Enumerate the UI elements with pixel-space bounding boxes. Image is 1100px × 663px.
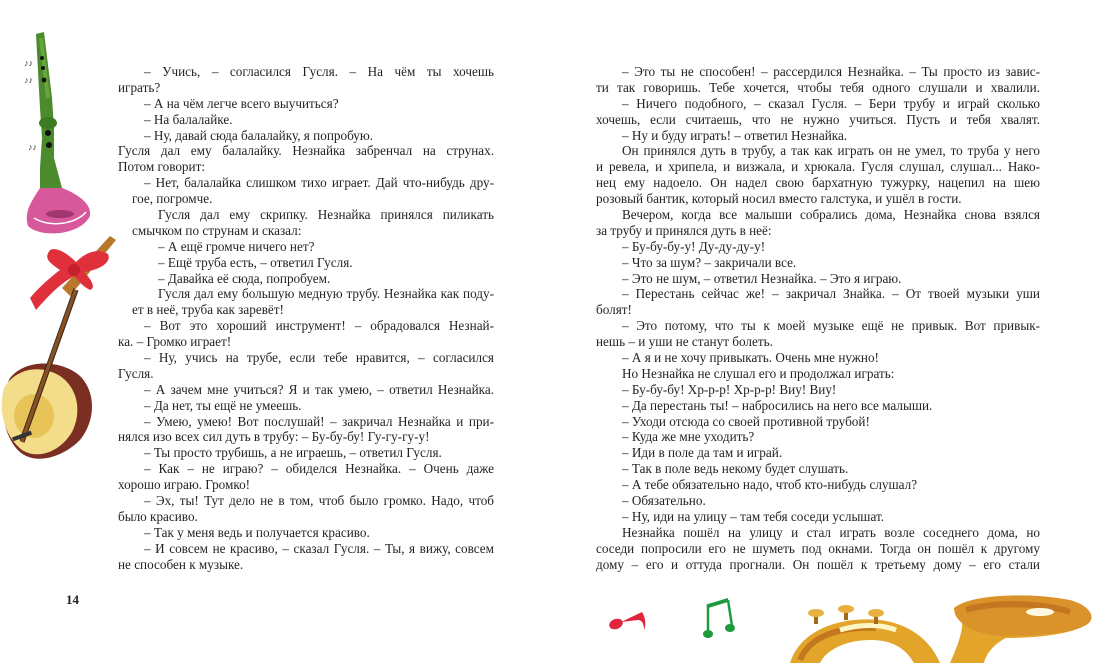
text-line: – Ну, иди на улицу – там тебя соседи услышат. (622, 508, 885, 524)
text-line: – Куда же мне уходить? (622, 429, 755, 445)
text-line: – Давайка её сюда, попробуем. (158, 270, 331, 286)
text-line: – Ничего подобного, – сказал Гусля. – Бери трубу и играй сколько (622, 95, 1040, 111)
text-line: соседи попросили его не шуметь под окнами. Тогда он пошёл к другому (596, 540, 1040, 556)
text-line: не способен к музыке. (118, 556, 244, 572)
text-line: ка. – Громко играет! (118, 334, 232, 350)
text-line: – А я и не хочу привыкать. Очень мне нужно! (622, 350, 879, 366)
text-line: ти так говоришь. Тебе хочется, чтобы тебя одного слушали и хвалили. (596, 79, 1040, 95)
text-line: Он принялся дуть в трубу, а так как играть он не умел, то труба у него (622, 143, 1040, 159)
text-line: – Ну и буду играть! – ответил Незнайка. (622, 127, 848, 143)
text-line: было красиво. (118, 508, 198, 524)
text-line: Гусля дал ему балалайку. Незнайка забренчал на струнах. (118, 143, 494, 159)
text-line: – А на чём легче всего выучиться? (144, 95, 339, 111)
text-line: – Уходи отсюда со своей противной трубой! (622, 413, 870, 429)
text-line: – И совсем не красиво, – сказал Гусля. – Ты, я вижу, совсем (144, 540, 494, 556)
text-line: – Обязательно. (622, 493, 706, 509)
svg-text:♪♪: ♪♪ (24, 75, 33, 85)
text-line: – Перестань сейчас же! – закричал Знайка. – От твоей музыки уши (622, 286, 1040, 302)
svg-text:♪♪: ♪♪ (28, 142, 37, 152)
text-line: Гусля дал ему скрипку. Незнайка принялся пиликать (158, 207, 494, 223)
left-text-column (118, 64, 494, 573)
text-line: – Это не шум, – ответил Незнайка. – Это я играю. (622, 270, 902, 286)
brass-horn-illustration (780, 580, 1100, 663)
text-line: – Вот это хороший инструмент! – обрадовался Незнай- (144, 318, 494, 334)
text-line: – Нет, балалайка слишком тихо играет. Дай что-нибудь дру- (144, 175, 494, 191)
text-line: нец ему надоело. Он надел свою бархатную тужурку, нацепил на шею (596, 175, 1040, 191)
text-line: – А зачем мне учиться? Я и так умею, – ответил Незнайка. (144, 381, 494, 397)
text-line: и ревела, и хрипела, и визжала, и хрюкала. Гусля слушал, слушал... Нако- (596, 159, 1040, 175)
text-line: – Ну, давай сюда балалайку, я попробую. (144, 127, 374, 143)
text-line: – Так у меня ведь и получается красиво. (144, 524, 370, 540)
text-line: Вечером, когда все малыши собрались дома, Незнайка снова взялся (622, 207, 1040, 223)
red-note-icon (606, 600, 656, 636)
text-line: – А ещё громче ничего нет? (158, 238, 315, 254)
text-line: болят! (596, 302, 632, 318)
text-line: – Что за шум? – закричали все. (622, 254, 797, 270)
text-line: хочешь, если считаешь, что не нужно учиться. Пусть и тебя хвалят. (596, 111, 1040, 127)
pipe-illustration (10, 28, 110, 243)
right-page (550, 0, 1100, 663)
text-line: – Как – не играю? – обиделся Незнайка. – Очень даже (144, 461, 494, 477)
text-line: Гусля дал ему большую медную трубу. Незнайка как поду- (158, 286, 494, 302)
text-line: Незнайка пошёл на улицу и стал играть возле соседнего дома, но (622, 524, 1040, 540)
svg-text:♪♪: ♪♪ (24, 58, 33, 68)
text-line: дому – его и оттуда прогнали. Он пошёл к третьему дому – его стали (596, 556, 1040, 572)
text-line: нешь – и уши не станут болеть. (596, 334, 773, 350)
text-line: Гусля. (118, 365, 154, 381)
text-line: нялся изо всех сил дуть в трубу: – Бу-бу-бу! Гу-гу-гу-у! (118, 429, 430, 445)
text-line: – Так в поле ведь некому будет слушать. (622, 461, 849, 477)
green-notes-icon (700, 596, 740, 640)
text-line: – Бу-бу-бу! Хр-р-р! Хр-р-р! Виу! Виу! (622, 381, 837, 397)
text-line: – Учись, – согласился Гусля. – На чём ты хочешь (144, 64, 494, 79)
text-line: – Эх, ты! Тут дело не в том, чтоб было громко. Надо, чтоб (144, 493, 494, 509)
text-line: – Это потому, что ты к моей музыке ещё не привык. Вот привык- (622, 318, 1040, 334)
text-line: – Ещё труба есть, – ответил Гусля. (158, 254, 353, 270)
text-line: гое, погромче. (132, 191, 213, 207)
text-line: – Ну, учись на трубе, если тебе нравится, – согласился (144, 350, 494, 366)
text-line: розовый бантик, который носил вместо галстука, и ушёл в гости. (596, 191, 962, 207)
text-line: смычком по струнам и сказал: (132, 222, 302, 238)
text-line: Но Незнайка не слушал его и продолжал играть: (622, 365, 895, 381)
text-line: – Бу-бу-бу-у! Ду-ду-ду-у! (622, 238, 766, 254)
text-line: – Это ты не способен! – рассердился Незнайка. – Ты просто из завис- (622, 64, 1040, 79)
text-line: – Да нет, ты ещё не умеешь. (144, 397, 302, 413)
right-text-column (596, 64, 1040, 573)
text-line: за трубу и принялся дуть в неё: (596, 222, 772, 238)
text-line: Потом говорит: (118, 159, 205, 175)
page-number: 14 (66, 592, 79, 607)
text-line: хорошо играю. Громко! (118, 477, 251, 493)
text-line: – Иди в поле да там и играй. (622, 445, 783, 461)
text-line: – А тебе обязательно надо, чтоб кто-нибудь слушал? (622, 477, 918, 493)
text-line: – На балалайке. (144, 111, 233, 127)
text-line: играть? (118, 79, 161, 95)
text-line: – Умею, умею! Вот послушай! – закричал Незнайка и при- (144, 413, 494, 429)
text-line: ет в неё, труба как заревёт! (132, 302, 284, 318)
text-line: – Ты просто трубишь, а не играешь, – ответил Гусля. (144, 445, 442, 461)
balalaika-illustration (0, 228, 130, 473)
text-line: – Да перестань ты! – набросились на него все малыши. (622, 397, 933, 413)
